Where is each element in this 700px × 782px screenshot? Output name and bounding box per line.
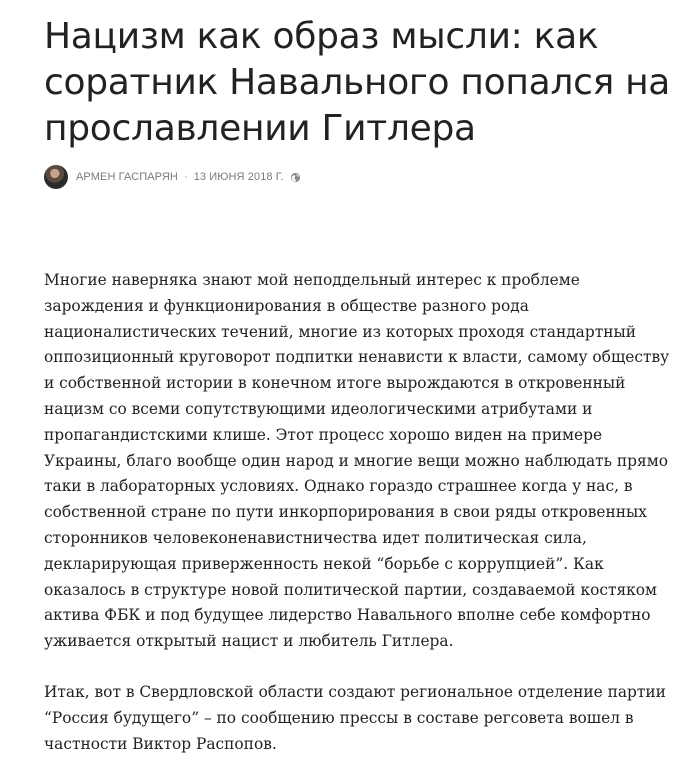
paragraph-2: Итак, вот в Свердловской области создают региональное отделение партии “Россия будущего” – по сообщению прессы в составе регсовета вошел в частности Виктор Распопов. xyxy=(44,682,666,753)
author-avatar[interactable] xyxy=(44,165,68,189)
article-header xyxy=(44,14,684,190)
article-title: Нацизм как образ мысли: как соратник Навального попался на прославлении Гитлера xyxy=(44,16,671,149)
publish-date: 13 ИЮНЯ 2018 Г. xyxy=(193,171,284,183)
article-body xyxy=(44,268,684,782)
byline-separator: · xyxy=(183,171,188,183)
paragraph-1: Многие наверняка знают мой неподдельный интерес к проблеме зарождения и функционирования в обществе разного рода националистических течений, многие из которых проходя стандартный оппозиционный круговорот подпитки ненависти к власти, самому обществу и собственной истории в конечном итоге вырождаются в откровенный нацизм со всеми сопутствующими идеологическими атрибутами и пропагандистскими клише. Этот процесс хорошо виден на примере Украины, благо вообще один народ и многие вещи можно наблюдать прямо таки в лабораторных условиях. Однако гораздо страшнее когда у нас, в собственной стране по пути инкорпорирования в свои ряды откровенных сторонников человеконенавистничества идет политическая сила, декларирующая приверженность некой “борьбе с коррупцией”. Как оказалось в структуре новой политической партии, создаваемой костяком актива ФБК и под будущее лидерство Навального вполне себе комфортно уживается открытый нацист и любитель Гитлера. xyxy=(44,271,670,651)
author-name[interactable]: АРМЕН ГАСПАРЯН xyxy=(76,171,178,183)
byline xyxy=(44,164,684,190)
globe-icon xyxy=(290,172,301,183)
